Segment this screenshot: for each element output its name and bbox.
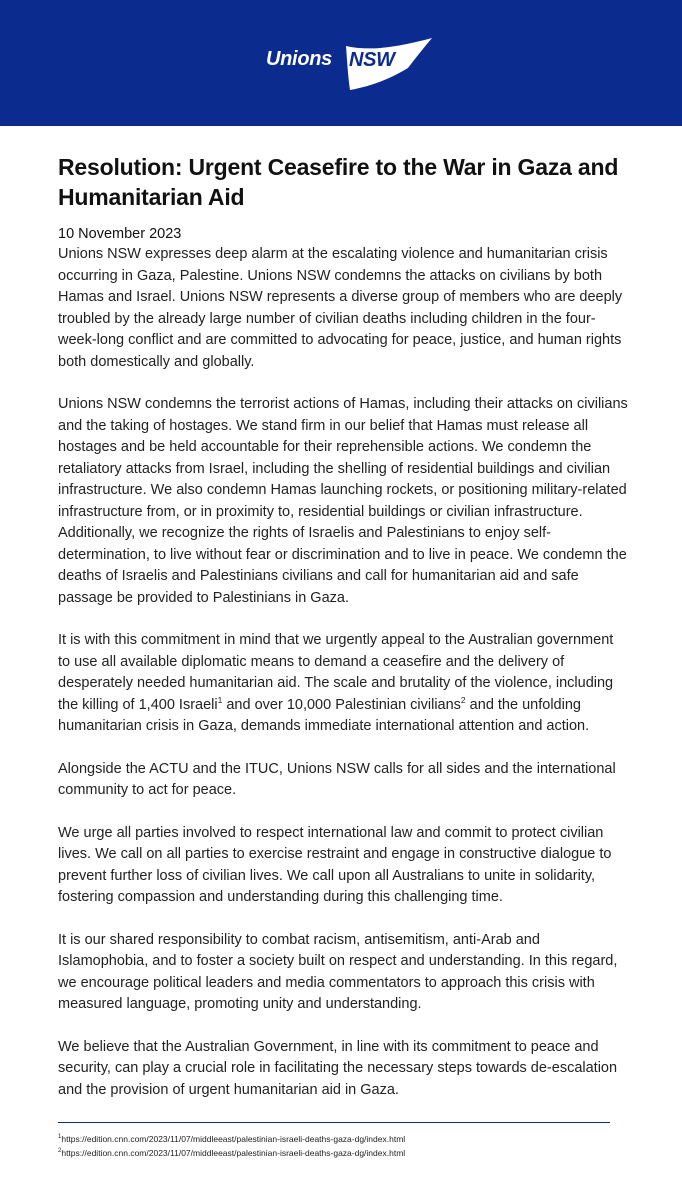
paragraph-2: Unions NSW condemns the terrorist actions of Hamas, including their attacks on civilians and the taking of hostages. We stand firm in our belief that Hamas must release all hostages and be held accountable for their reprehensible actions. We condemn the retaliatory attacks from Israel, including the shelling of residential buildings and civilian infrastructure. We also condemn Hamas launching rockets, or positioning military-related infrastructure from, or in proximity to, residential buildings or civilian infrastructure. Additionally, we recognize the rights of Israelis and Palestinians to enjoy self-determination, to live without fear or discrimination and to live in peace. We condemn the deaths of Israelis and Palestinians civilians and call for humanitarian aid and safe passage be provided to Palestinians in Gaza.	[58, 396, 628, 606]
paragraph-1: Unions NSW expresses deep alarm at the escalating violence and humanitarian crisis occurring in Gaza, Palestine. Unions NSW condemns the attacks on civilians by both Hamas and Israel. Unions NSW represents a diverse group of members who are deeply troubled by the already large number of civilian deaths including children in the four-week-long conflict and are committed to advocating for peace, justice, and human rights both domestically and globally.	[58, 246, 623, 370]
footnote-1	[58, 1132, 618, 1146]
document-date: 10 November 2023	[58, 226, 182, 242]
unions-nsw-logo	[266, 38, 436, 94]
logo-word: Unions	[266, 48, 332, 70]
paragraph-3-part-3: and the unfolding humanitarian crisis in Gaza, demands immediate international attention and action.	[58, 696, 590, 734]
paragraph-6: It is our shared responsibility to combat racism, antisemitism, anti-Arab and Islamophobia, and to foster a society built on respect and understanding. In this regard, we encourage political leaders and media commentators to approach this crisis with measured language, promoting unity and understanding.	[58, 931, 618, 1012]
footnote-marker: 2	[58, 1148, 62, 1155]
paragraph-7: We believe that the Australian Government, in line with its commitment to peace and security, can play a crucial role in facilitating the necessary steps towards de-escalation and the provision of urgent humanitarian aid in Gaza.	[58, 1038, 618, 1098]
page-title: Resolution: Urgent Ceasefire to the War in Gaza and Humanitarian Aid	[58, 154, 619, 210]
paragraph-3-part-2: and over 10,000 Palestinian civilians	[222, 696, 461, 713]
footnote-marker: 1	[58, 1134, 62, 1141]
footnote-link[interactable]: https://edition.cnn.com/2023/11/07/middleeast/palestinian-israeli-deaths-gaza-dg/index.html	[61, 1148, 406, 1158]
footnote-divider	[58, 1122, 610, 1123]
paragraph-5: We urge all parties involved to respect international law and commit to protect civilian lives. We call on all parties to exercise restraint and engage in constructive dialogue to prevent further loss of civilian lives. We call upon all Australians to unite in solidarity, fostering compassion and understanding during this challenging time.	[58, 824, 612, 905]
footnote-ref-1: 1	[217, 694, 223, 705]
footnote-link[interactable]: https://edition.cnn.com/2023/11/07/middleeast/palestinian-israeli-deaths-gaza-dg/index.html	[61, 1134, 406, 1144]
document-body	[58, 152, 628, 1101]
paragraph-4: Alongside the ACTU and the ITUC, Unions NSW calls for all sides and the international community to act for peace.	[58, 760, 616, 798]
paragraph-3-part-1: It is with this commitment in mind that we urgently appeal to the Australian government to use all available diplomatic means to demand a ceasefire and the delivery of desperately needed humanitarian aid. The scale and brutality of the violence, including the killing of 1,400 Israeli	[58, 632, 614, 713]
footnote-ref-2: 2	[460, 694, 466, 705]
header-banner	[0, 0, 682, 126]
paragraph-3	[58, 630, 628, 738]
logo-flag-word: NSW	[349, 49, 395, 71]
footnote-2	[58, 1146, 618, 1160]
footnotes	[58, 1132, 618, 1160]
